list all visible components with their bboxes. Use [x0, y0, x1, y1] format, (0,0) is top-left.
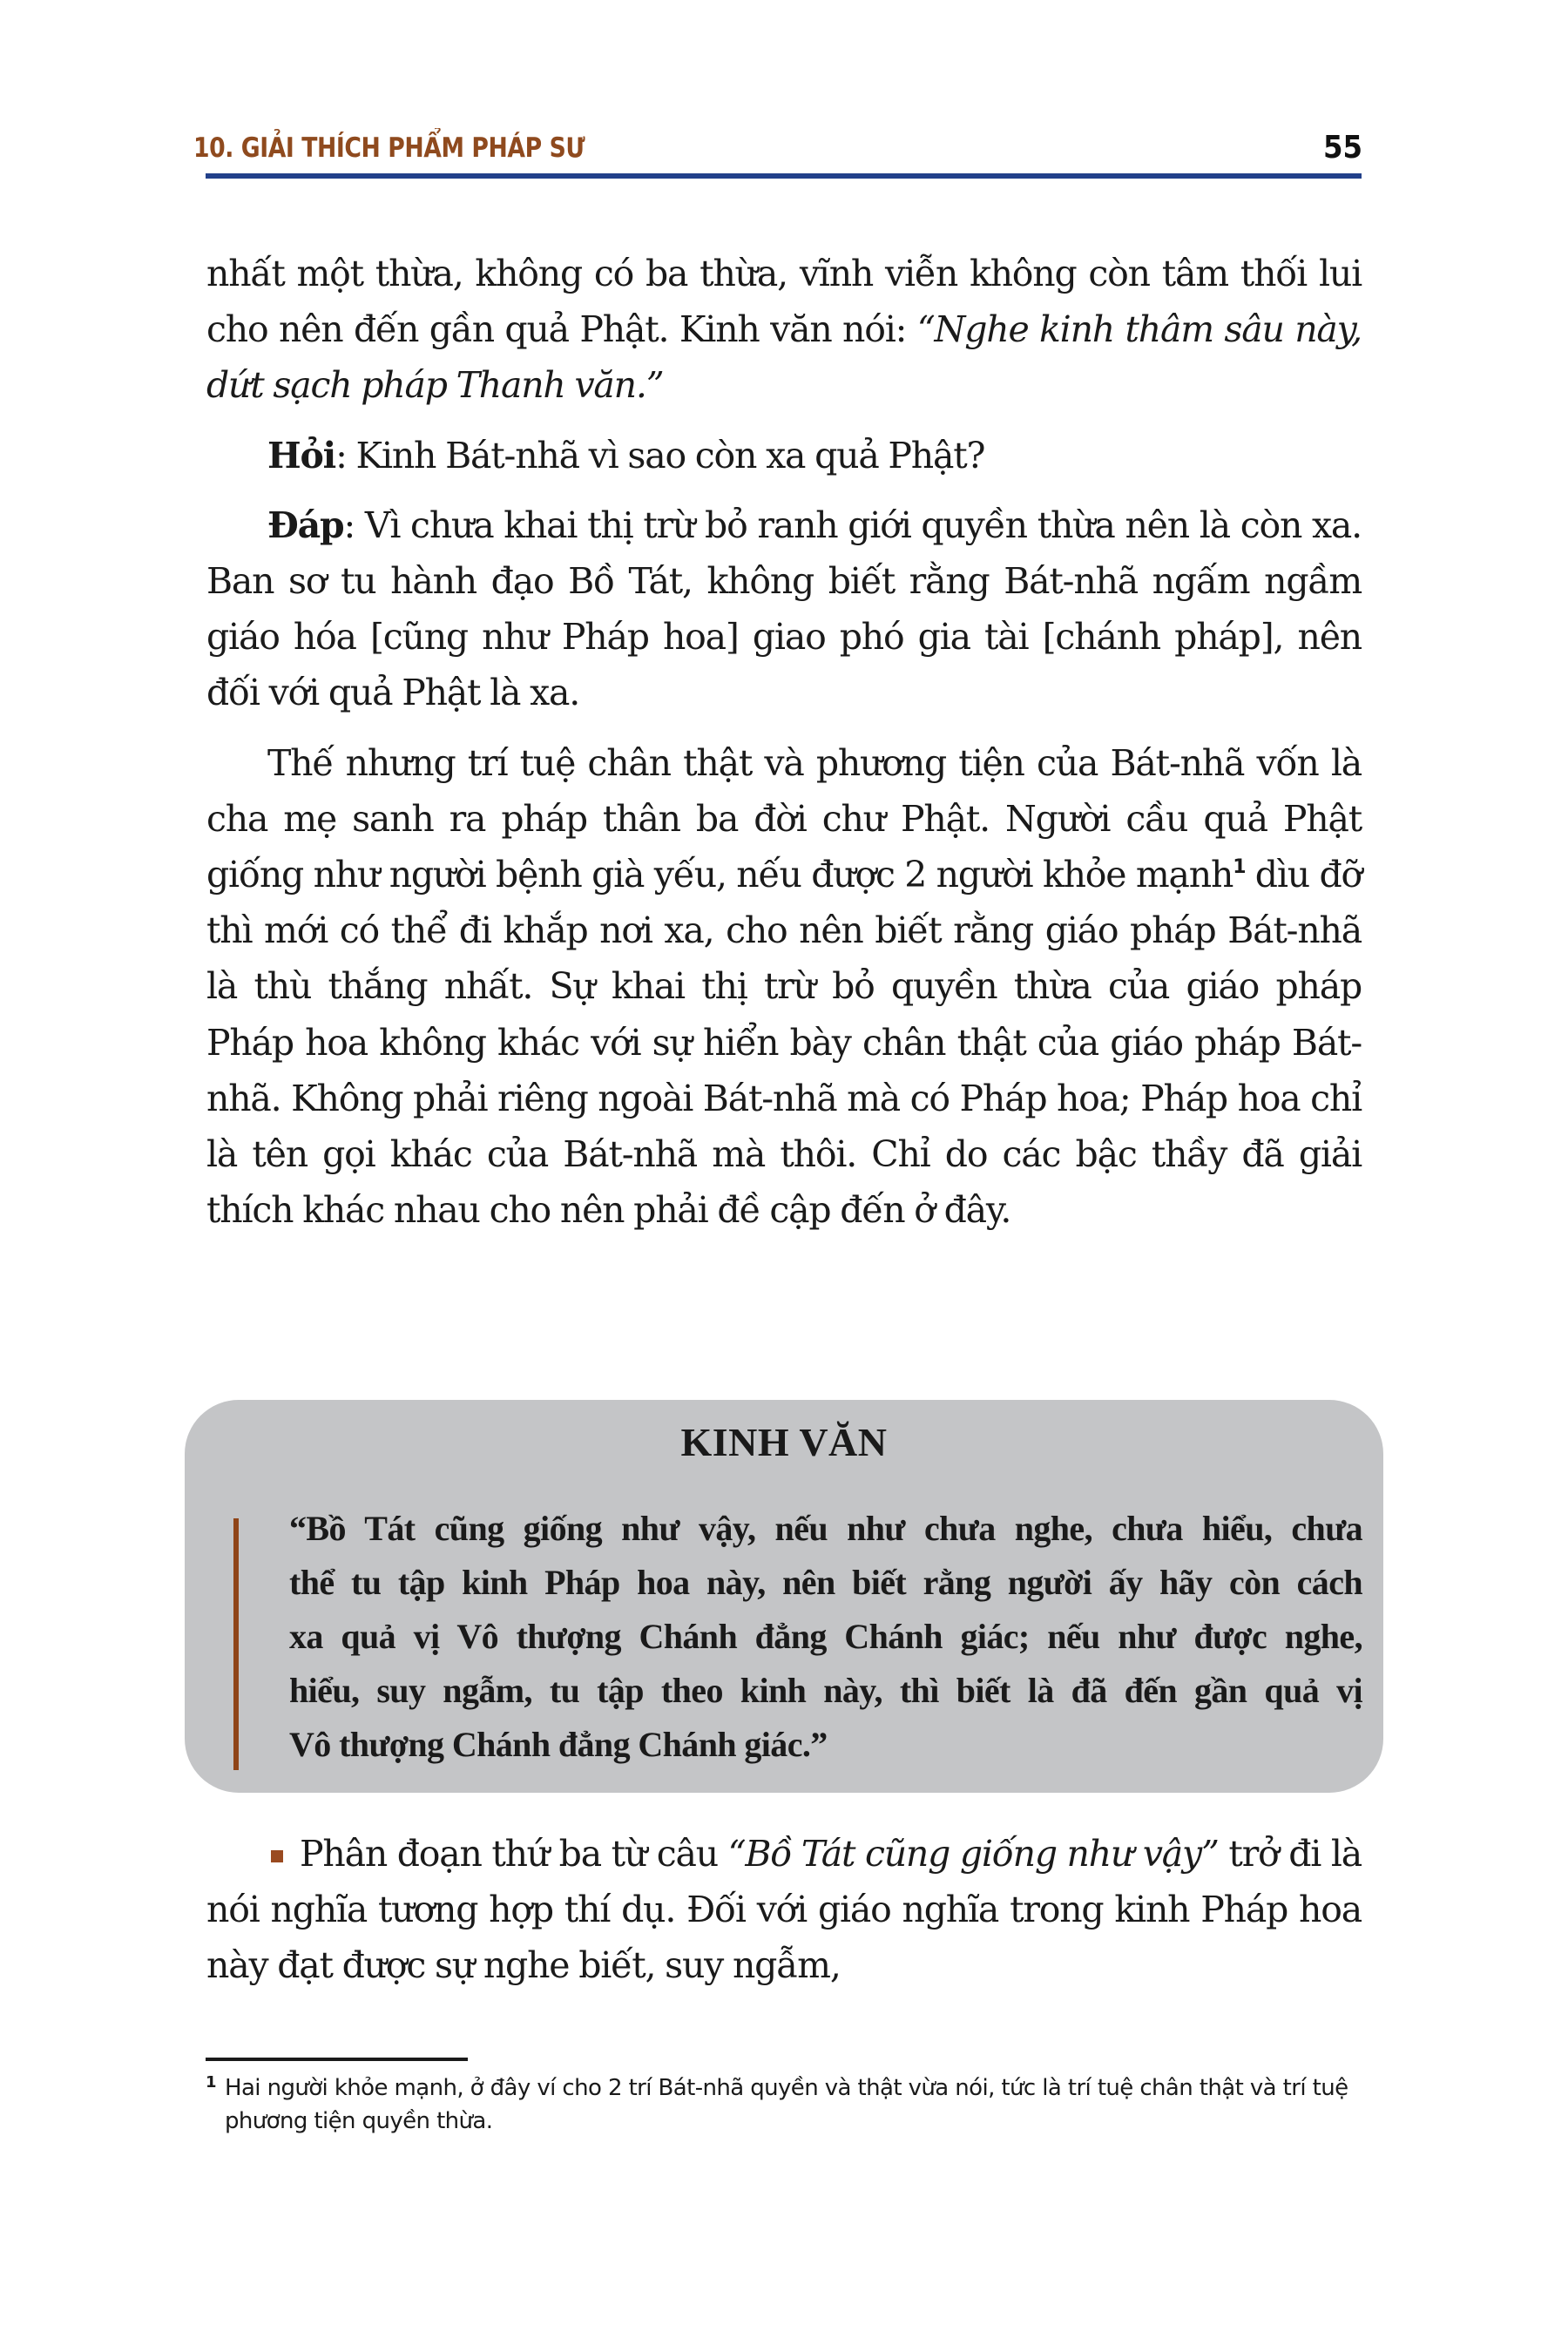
chapter-title: 10. GIẢI THÍCH PHẨM PHÁP SƯ	[193, 132, 585, 164]
sutra-quote-line: “Bồ Tát cũng giống như vậy, nếu như chưa nghe, chưa hiểu, chưa	[289, 1509, 1362, 1548]
paragraph-text: dìu đỡ thì mới có thể đi khắp nơi xa, cho nên biết rằng giáo pháp Bát-nhã là thù thắng nhất. Sự khai thị trừ bỏ quyền thừa của giáo pháp Pháp hoa không khác với sự hiển bày chân thật của giáo pháp Bát-nhã. Không phải riêng ngoài Bát-nhã mà có Pháp hoa; Pháp hoa chỉ là tên gọi khác của Bát-nhã mà thôi. Chỉ do các bậc thầy đã giải thích khác nhau cho nên phải đề cập đến ở đây.	[206, 854, 1362, 1232]
quote-accent-bar	[233, 1518, 239, 1770]
explanation-paragraph	[206, 735, 1362, 1239]
footnote-text: Hai người khỏe mạnh, ở đây ví cho 2 trí Bát-nhã quyền và thật vừa nói, tức là trí tuệ chân thật và trí tuệ phương tiện quyền thừa.	[225, 2075, 1348, 2134]
running-head	[193, 129, 1362, 171]
sutra-quote-line: hiểu, suy ngẫm, tu tập theo kinh này, thì biết là đã đến gần quả vị	[289, 1671, 1362, 1710]
footnote	[206, 2072, 1362, 2138]
sutra-quote-line: thể tu tập kinh Pháp hoa này, nên biết rằng người ấy hãy còn cách	[289, 1563, 1362, 1602]
sutra-quote-line: Vô thượng Chánh đẳng Chánh giác.”	[289, 1725, 828, 1764]
footnote-separator	[206, 2058, 468, 2061]
commentary-paragraph	[206, 1826, 1362, 1994]
commentary-text	[206, 1826, 1362, 1994]
question-text: : Kinh Bát-nhã vì sao còn xa quả Phật?	[335, 434, 985, 476]
footnote-reference[interactable]: 1	[1233, 856, 1246, 879]
square-bullet-icon	[271, 1850, 283, 1862]
question-paragraph	[206, 428, 1362, 483]
sutra-quote-line: xa quả vị Vô thượng Chánh đẳng Chánh giác; nếu như được nghe,	[289, 1617, 1362, 1656]
footnote-number: 1	[206, 2073, 216, 2092]
paragraph-text: Thế nhưng trí tuệ chân thật và phương tiện của Bát-nhã vốn là cha mẹ sanh ra pháp thân ba đời chư Phật. Người cầu quả Phật giống như người bệnh già yếu, nếu được 2 người khỏe mạnh	[206, 741, 1362, 896]
sutra-text-box	[185, 1400, 1383, 1793]
header-rule	[206, 173, 1362, 179]
main-text	[206, 246, 1362, 1238]
answer-paragraph	[206, 497, 1362, 721]
page-number: 55	[1322, 130, 1362, 166]
paragraph-text: nhất một thừa, không có ba thừa, vĩnh viễn không còn tâm thối lui cho nên đến gần quả Phật. Kinh văn nói:	[206, 253, 1362, 351]
sutra-box-title: KINH VĂN	[680, 1420, 888, 1464]
commentary-lead: Phân đoạn thứ ba từ câu	[300, 1833, 728, 1875]
answer-text: : Vì chưa khai thị trừ bỏ ranh giới quyền thừa nên là còn xa. Ban sơ tu hành đạo Bồ Tát, không biết rằng Bát-nhã ngấm ngầm giáo hóa [cũng như Pháp hoa] giao phó gia tài [chánh pháp], nên đối với quả Phật là xa.	[206, 504, 1362, 714]
commentary-quote: “Bồ Tát cũng giống như vậy”	[727, 1833, 1219, 1875]
answer-label: Đáp	[267, 504, 344, 546]
sutra-quote-block	[289, 1502, 1362, 1772]
paragraph-continuation	[206, 246, 1362, 414]
question-label: Hỏi	[267, 434, 336, 476]
commentary-body: trở đi là nói nghĩa tương hợp thí dụ. Đối với giáo nghĩa trong kinh Pháp hoa này đạt được sự nghe biết, suy ngẫm,	[206, 1833, 1362, 1987]
sutra-quote: “Nghe kinh thâm sâu này, dứt sạch pháp Thanh văn.”	[206, 308, 1362, 407]
